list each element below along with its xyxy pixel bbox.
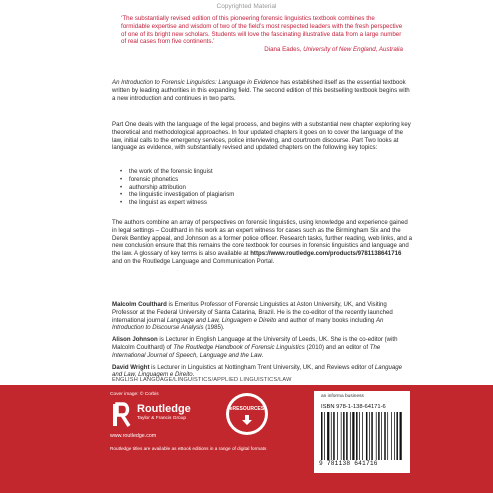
- list-item: • authorship attribution: [120, 184, 360, 192]
- endorser-affiliation: University of New England, Australia: [303, 46, 403, 53]
- author-bio-text: and author of many books including: [276, 316, 376, 324]
- endorser-name: Diana Eades,: [264, 46, 302, 53]
- informa-label: an informa business: [321, 394, 364, 399]
- author-bio-text: (1985).: [203, 324, 225, 332]
- author-bio-italic: Language and Law, Linguagem e Direito: [112, 363, 403, 379]
- author-bio-text: (2010) and an editor of: [304, 343, 370, 351]
- list-item: • forensic phonetics: [120, 176, 360, 184]
- endorsement-quote: ‘The substantially revised edition of this pioneering forensic linguistics textbook combines the formidable expertise and wisdom of two of the field’s most respected leaders with the fresh perspective of one of its bright new scholars. Students will love the fascinating illustrative data from a large number of real cases from five continents.’: [121, 15, 403, 46]
- eresources-badge-inner: [229, 396, 265, 432]
- author-bio-italic: The Routledge Handbook of Forensic Linguistics: [173, 343, 305, 351]
- author-bio-text: .: [261, 351, 264, 359]
- barcode-icon: [321, 412, 403, 460]
- copyright-notice: Copyrighted Material: [216, 3, 277, 10]
- closing-text: The authors combine an array of perspectives on forensic linguistics, using knowledge and experience gained in legal settings – Coulthard in his work as an expert witness for cases such as the Birmingham Six and the Derek Bentley appeal, and Johnson as a former police officer. Research tasks, further reading, web links, and a new conclusion ensure that this remains the core textbook for courses in forensic linguistics and language and the law. A glossary of key terms is also available at: [112, 219, 413, 258]
- ebook-footnote: Routledge titles are available as eBook editions in a range of digital formats: [110, 446, 267, 451]
- barcode-digits: 9 781138 641716: [319, 460, 378, 467]
- book-title: An Introduction to Forensic Linguistics: Language in Evidence: [112, 79, 279, 86]
- author-bio-text: is Lecturer in Linguistics at Nottingham Trent University, UK, and Reviews editor of: [149, 363, 375, 371]
- glossary-link[interactable]: https://www.routledge.com/products/9781138641716: [250, 250, 402, 258]
- author-bio-italic: Language and Law, Linguagem e Direito: [166, 316, 277, 324]
- author-bio: [112, 336, 412, 359]
- list-item: • the linguist as expert witness: [120, 199, 360, 207]
- list-item: • the linguistic investigation of plagiarism: [120, 191, 360, 199]
- publisher-website[interactable]: www.routledge.com: [110, 433, 157, 439]
- parts-paragraph: Part One deals with the language of the legal process, and begins with a substantial new chapter exploring key theoretical and methodological approaches. In four updated chapters it goes on to cover the language of the law, initial calls to the emergency services, police interviewing, and courtroom discourse. Part Two looks at language as evidence, with substantially revised and updated chapters on the following key topics:: [112, 121, 411, 152]
- eresources-badge: [226, 393, 268, 435]
- endorsement-attribution: [121, 46, 403, 54]
- eresources-label: eRESOURCES: [229, 406, 265, 412]
- list-item: • the work of the forensic linguist: [120, 168, 360, 176]
- routledge-logo-icon: [110, 402, 132, 428]
- down-arrow-icon: [242, 415, 252, 425]
- author-bio-italic: An Introduction to Discourse Analysis: [112, 316, 384, 332]
- author-bio: [112, 301, 412, 332]
- author-name: Alison Johnson: [112, 336, 158, 344]
- intro-text: has established itself as the essential textbook written by leading authorities in this expanding field. The second edition of this bestselling textbook begins with a new introduction and continues in two parts.: [112, 79, 410, 102]
- barcode-panel: [314, 391, 410, 473]
- author-bios: [112, 301, 412, 383]
- publisher-group: Taylor & Francis Group: [137, 416, 187, 421]
- topics-list: [120, 168, 360, 207]
- intro-paragraph: [112, 79, 412, 102]
- isbn-label: ISBN 978-1-138-64171-6: [321, 404, 386, 410]
- subject-category: ENGLISH LANGUAGE/LINGUISTICS/APPLIED LINGUISTICS/LAW: [112, 377, 292, 383]
- closing-paragraph: [112, 219, 412, 266]
- author-bio-text: .: [192, 371, 195, 379]
- author-bio-italic: The International Journal of Speech, Language and the Law: [112, 343, 381, 359]
- author-bio-text: is Lecturer in English Language at the University of Leeds, UK. She is the co-editor (with Malcolm Coulthard) of: [112, 336, 398, 351]
- author-name: David Wright: [112, 363, 150, 371]
- cover-image-credit: Cover image: © Corbis: [110, 392, 159, 397]
- closing-text-end: and on the Routledge Language and Communication Portal.: [112, 257, 275, 265]
- author-bio-text: is Emeritus Professor of Forensic Linguistics at Aston University, UK, and Visiting Professor at the Federal University of Santa Catarina, Brazil. He is the co-editor of the recently launched international journal: [112, 301, 393, 324]
- publisher-name: Routledge: [137, 403, 191, 415]
- author-name: Malcolm Coulthard: [112, 301, 167, 308]
